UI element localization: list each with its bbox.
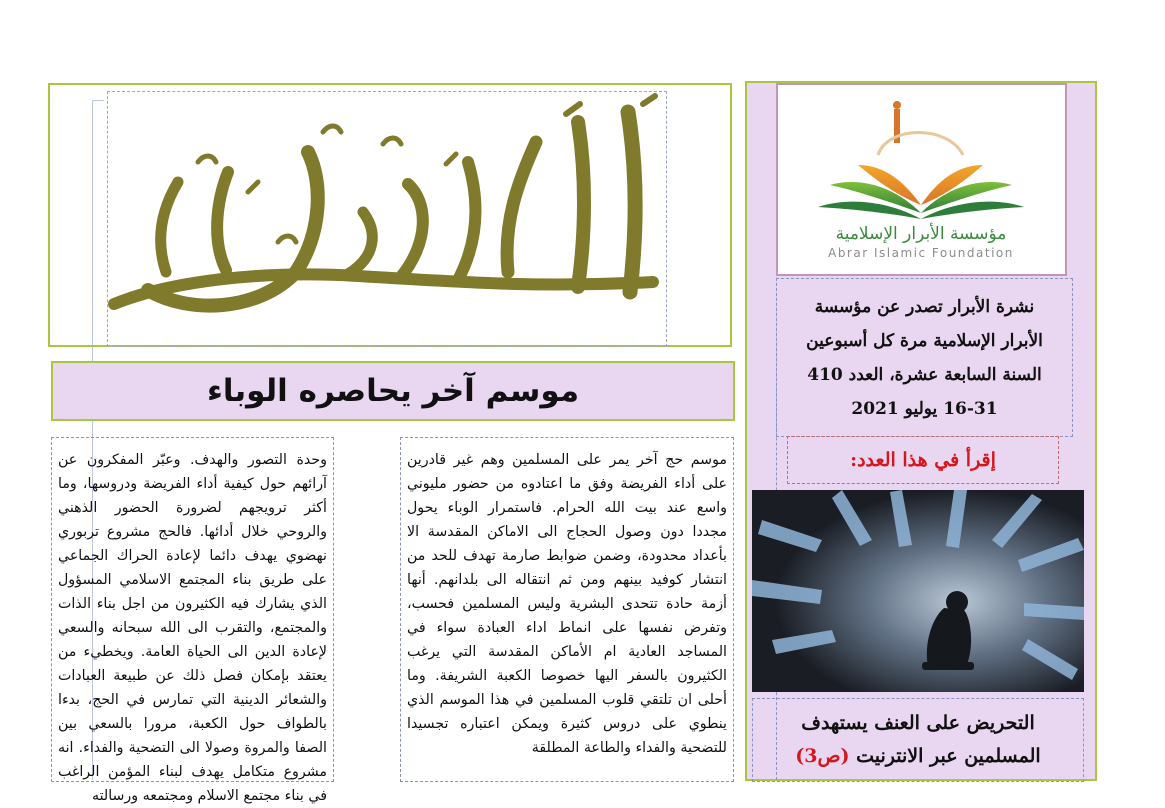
issue-teaser <box>752 698 1084 782</box>
feature-photo <box>752 490 1084 692</box>
in-this-issue-box <box>787 436 1059 484</box>
headline: موسم آخر يحاصره الوباء <box>206 373 580 409</box>
teaser-line-1: التحريض على العنف يستهدف <box>801 712 1035 734</box>
publication-info <box>776 278 1073 437</box>
article-column-right <box>400 437 734 782</box>
teaser-page-ref: (ص3) <box>795 745 850 767</box>
masthead-calligraphy <box>107 91 667 347</box>
article-text-left: وحدة التصور والهدف. وعبّر المفكرون عن آرائهم حول كيفية أداء الفريضة ودروسها، وما أكثر ترويجهم لضرورة الحضور الذهني والروحي خلال أدائها. فالحج مشروع تربوري نهضوي يهدف دائما لإعادة الحراك الجماعي على طريق بناء المجتمع الاسلامي المسؤول الذي يشارك فيه الكثيرون من اجل بناء الذات والمجتمع، والتقرب الى الله سبحانه والسعي لإعادة الدين الى الحياة العامة. ويخطيء من يعتقد بإمكان فصل ذلك عن طبيعة العبادات والشعائر الدينية التي تمارس في الحج، بدءا بالطواف حول الكعبة، مرورا بالسعي بين الصفا والمروة وصولا الى التضحية والفداء. انه مشروع متكامل يهدف لبناء المؤمن الراغب في بناء مجتمع الاسلام ومجتمعه ورسالته <box>58 452 327 804</box>
info-line: السنة السابعة عشرة، العدد 410 <box>807 364 1042 385</box>
logo-text-en: Abrar Islamic Foundation <box>828 246 1014 260</box>
teaser-text: المسلمين عبر الانترنيت <box>856 745 1041 767</box>
info-line: الأبرار الإسلامية مرة كل أسبوعين <box>806 330 1043 351</box>
article-column-left <box>51 437 334 804</box>
calligraphy-logo <box>108 92 664 344</box>
pointing-hands-illustration <box>752 490 1084 692</box>
logo-text-ar: مؤسسة الأبرار الإسلامية <box>835 224 1007 244</box>
teaser-line-2 <box>795 740 1040 773</box>
foundation-logo <box>776 83 1067 276</box>
article-text-right: موسم حج آخر يمر على المسلمين وهم غير قادرين على أداء الفريضة وفق ما اعتادوه من حضور مليوني واسع عند بيت الله الحرام. فاستمرار الوباء يحول مجددا دون وصول الحجاج الى الاماكن المقدسة الا بأعداد محدودة، وضمن ضوابط صارمة تهدف للحد من انتشار كوفيد بينهم ومن ثم انتقاله الى بلدانهم. أنها أزمة حادة تتحدى البشرية وليس المسلمين فحسب، وتفرض نفسها على انماط اداء العبادة سواء في المساجد العادية ام الأماكن المقدسة التي يرغب الكثيرون بالسفر اليها خصوصا الكعبة الشريفة. وما أحلى ان تلتقي قلوب المسلمين في هذا الموسم الذي ينطوي على دروس كثيرة ويمكن اعتباره تجسيدا للتضحية والفداء والطاعة المطلقة <box>407 452 727 756</box>
info-line: 16-31 يوليو 2021 <box>851 398 998 419</box>
info-line: نشرة الأبرار تصدر عن مؤسسة <box>814 296 1035 317</box>
in-this-issue-label: إقرأ في هذا العدد: <box>850 449 996 471</box>
headline-banner <box>51 361 735 421</box>
mosque-book-logo-icon <box>778 85 1065 274</box>
